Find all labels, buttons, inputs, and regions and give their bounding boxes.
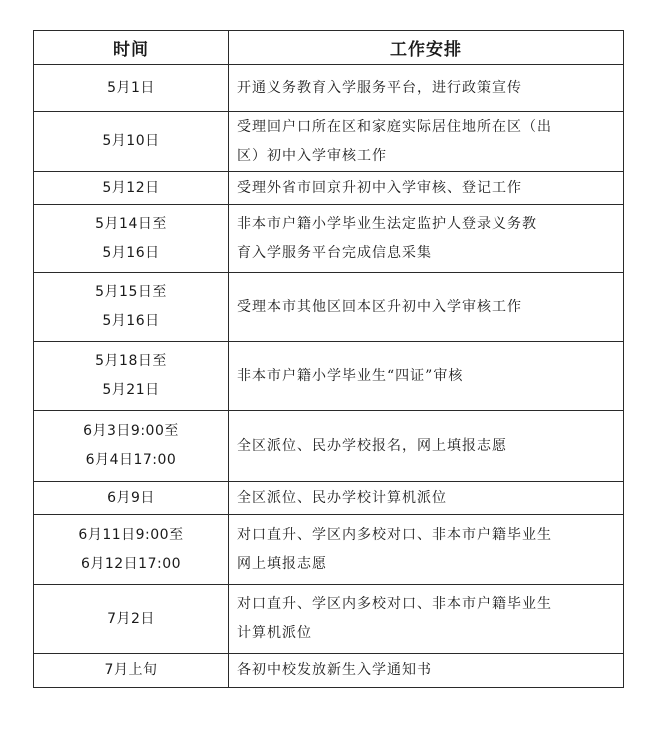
time-text: 5月1日 <box>107 79 155 96</box>
time-text: 6月4日17:00 <box>85 452 177 468</box>
time-text: 7月上旬 <box>104 662 158 678</box>
task-text: 网上填报志愿 <box>237 555 327 572</box>
time-text: 5月14日至 <box>95 215 167 232</box>
table-row <box>34 172 624 205</box>
time-text: 5月16日 <box>102 244 160 261</box>
table-row <box>34 273 624 342</box>
table-row <box>34 342 624 411</box>
time-cell <box>34 585 229 654</box>
task-text: 对口直升、学区内多校对口、非本市户籍毕业生 <box>237 596 552 612</box>
task-cell <box>229 65 624 112</box>
time-cell <box>34 112 229 172</box>
task-text: 全区派位、民办学校计算机派位 <box>237 489 447 506</box>
task-text: 非本市户籍小学毕业生法定监护人登录义务教 <box>237 215 537 232</box>
task-cell <box>229 515 624 585</box>
time-cell <box>34 515 229 585</box>
time-text: 5月10日 <box>102 133 160 149</box>
time-text: 6月11日9:00至 <box>78 526 184 543</box>
task-cell <box>229 205 624 273</box>
time-text: 5月15日至 <box>95 284 167 300</box>
task-cell <box>229 411 624 482</box>
task-text: 受理本市其他区回本区升初中入学审核工作 <box>237 298 522 315</box>
time-text: 6月3日9:00至 <box>83 423 179 439</box>
column-header-time: 时间 <box>34 31 229 65</box>
table-row <box>34 112 624 172</box>
time-text: 6月12日17:00 <box>80 555 182 572</box>
table-row <box>34 482 624 515</box>
task-text: 受理回户口所在区和家庭实际居住地所在区（出 <box>237 118 552 135</box>
task-cell <box>229 585 624 654</box>
task-text: 计算机派位 <box>237 625 312 641</box>
time-text: 5月18日至 <box>95 353 167 369</box>
table-row <box>34 65 624 112</box>
task-text: 非本市户籍小学毕业生“四证”审核 <box>237 367 464 384</box>
time-text: 5月12日 <box>102 179 160 196</box>
time-text: 6月9日 <box>107 489 155 506</box>
table-row <box>34 411 624 482</box>
table-row <box>34 585 624 654</box>
time-cell <box>34 273 229 342</box>
schedule-table <box>33 30 624 688</box>
time-text: 5月21日 <box>102 382 160 398</box>
task-cell <box>229 654 624 688</box>
time-text: 7月2日 <box>107 610 155 627</box>
task-text: 受理外省市回京升初中入学审核、登记工作 <box>237 179 522 196</box>
task-text: 全区派位、民办学校报名，网上填报志愿 <box>237 437 507 454</box>
table-row <box>34 205 624 273</box>
task-cell <box>229 342 624 411</box>
time-cell <box>34 65 229 112</box>
time-cell <box>34 172 229 205</box>
time-text: 5月16日 <box>102 313 160 329</box>
task-text: 各初中校发放新生入学通知书 <box>237 662 432 678</box>
task-cell <box>229 482 624 515</box>
time-cell <box>34 342 229 411</box>
task-cell <box>229 172 624 205</box>
task-text: 开通义务教育入学服务平台，进行政策宣传 <box>237 79 522 96</box>
table-row <box>34 654 624 688</box>
time-cell <box>34 205 229 273</box>
task-text: 对口直升、学区内多校对口、非本市户籍毕业生 <box>237 526 552 543</box>
time-cell <box>34 482 229 515</box>
task-text: 区）初中入学审核工作 <box>237 147 387 164</box>
time-cell <box>34 654 229 688</box>
table-header-row <box>34 31 624 65</box>
task-text: 育入学服务平台完成信息采集 <box>237 244 432 261</box>
task-cell <box>229 112 624 172</box>
table-row <box>34 515 624 585</box>
column-header-task: 工作安排 <box>229 31 624 65</box>
task-cell <box>229 273 624 342</box>
time-cell <box>34 411 229 482</box>
